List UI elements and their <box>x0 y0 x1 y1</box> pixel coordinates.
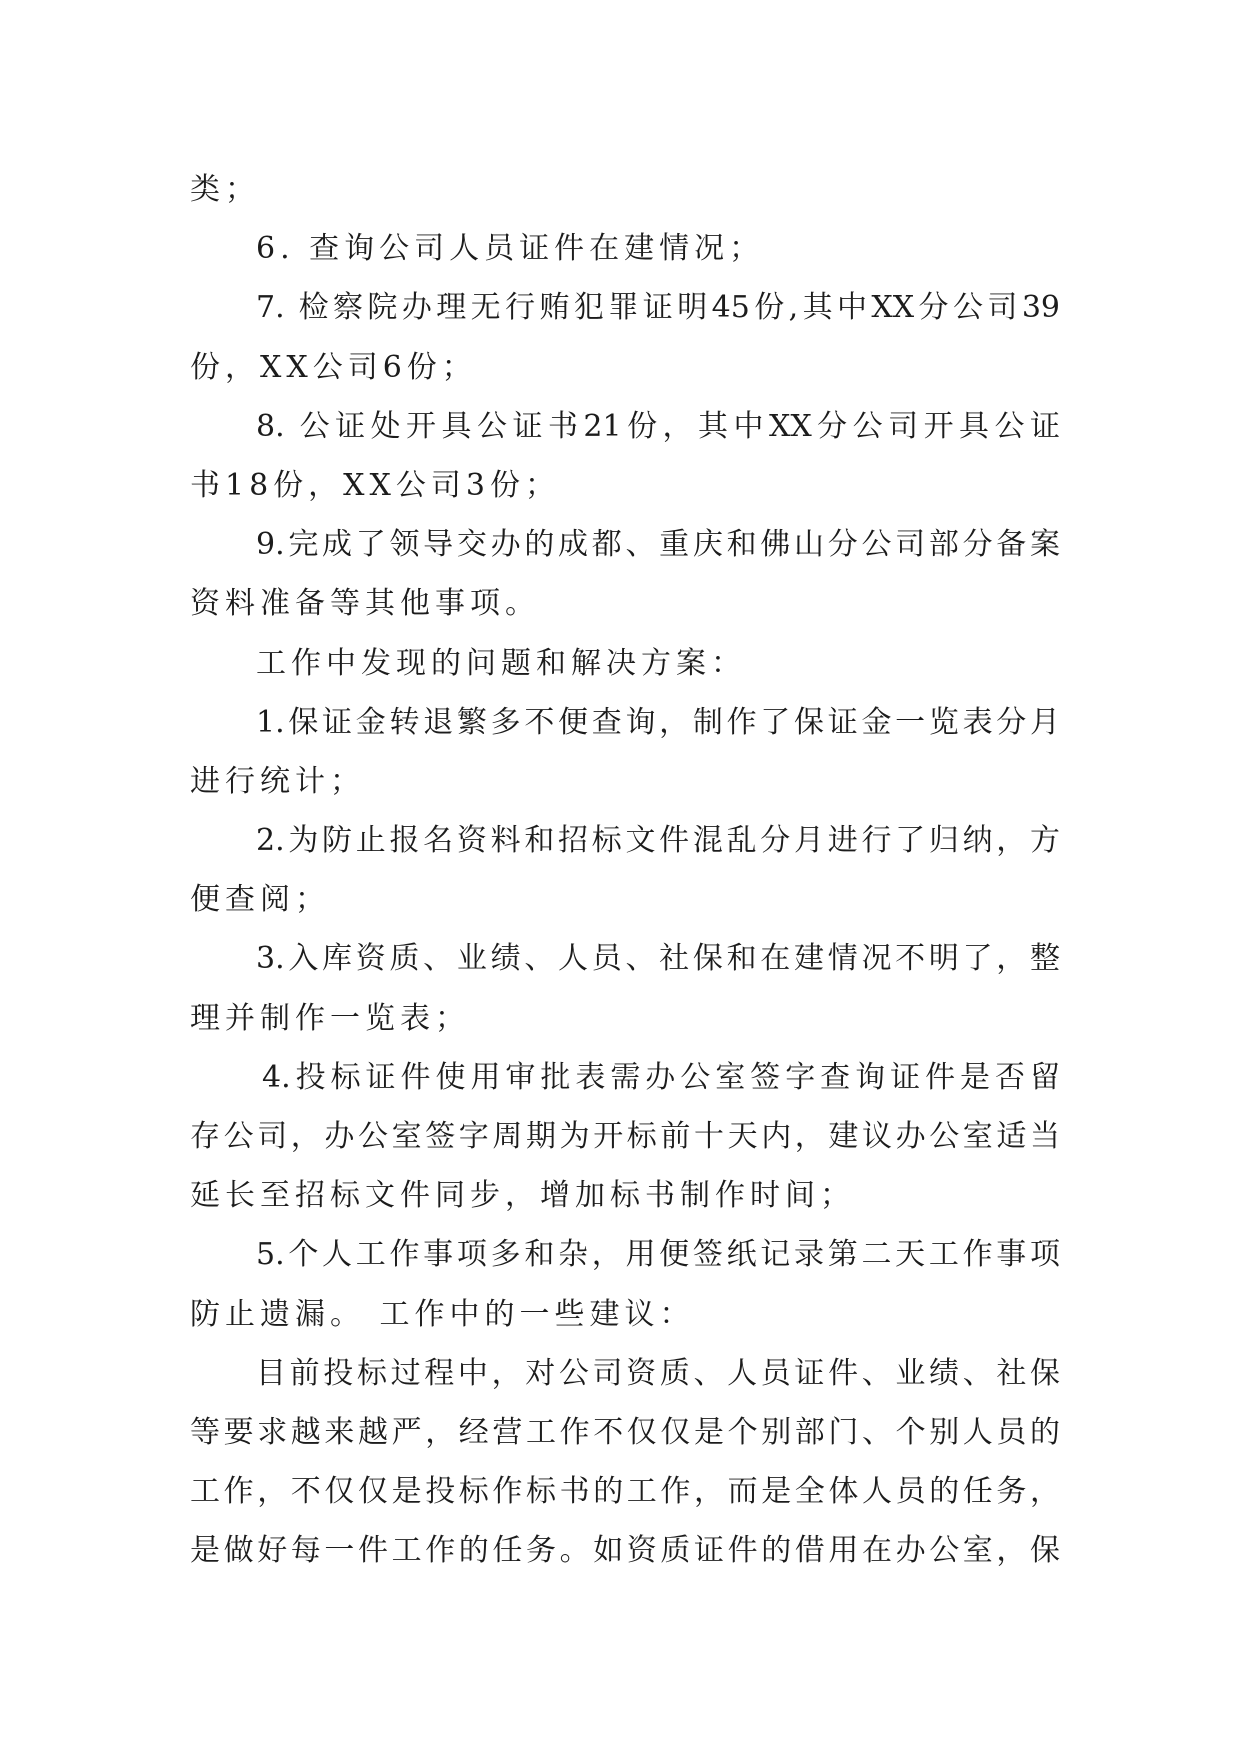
text-line: 类； <box>190 172 260 207</box>
text-line: 份，XX公司6份； <box>190 349 477 385</box>
text-line: 存公司，办公室签字周期为开标前十天内，建议办公室适当 <box>190 1119 1060 1154</box>
list-item-9: 9.完成了领导交办的成都、重庆和佛山分公司部分备案 <box>256 527 1060 563</box>
list-item-4: 4.投标证件使用审批表需办公室签字查询证件是否留 <box>262 1059 1060 1095</box>
list-item-1: 1.保证金转退繁多不便查询，制作了保证金一览表分月 <box>256 704 1060 740</box>
document-body <box>190 160 1060 1581</box>
section-heading-problems: 工作中发现的问题和解决方案： <box>256 645 746 681</box>
paragraph-suggestions: 目前投标过程中，对公司资质、人员证件、业绩、社保 <box>256 1355 1060 1391</box>
text-line: 是做好每一件工作的任务。如资质证件的借用在办公室，保 <box>190 1533 1060 1569</box>
list-item-7: 7. 检察院办理无行贿犯罪证明45份,其中XX分公司39 <box>256 290 1060 326</box>
list-item-2: 2.为防止报名资料和招标文件混乱分月进行了归纳，方 <box>256 823 1060 859</box>
text-line: 工作，不仅仅是投标作标书的工作，而是全体人员的任务， <box>190 1474 1060 1510</box>
text-line: 延长至招标文件同步，增加标书制作时间； <box>190 1178 855 1214</box>
text-line: 资料准备等其他事项。 <box>190 586 540 622</box>
list-item-3: 3.入库资质、业绩、人员、社保和在建情况不明了，整 <box>256 941 1060 977</box>
text-line: 便查阅； <box>190 882 330 918</box>
text-line: 等要求越来越严，经营工作不仅仅是个别部门、个别人员的 <box>190 1414 1060 1450</box>
text-line: 防止遗漏。 工作中的一些建议： <box>190 1296 695 1332</box>
text-line: 理并制作一览表； <box>190 1000 470 1036</box>
text-line: 书18份，XX公司3份； <box>190 467 560 503</box>
list-item-5: 5.个人工作事项多和杂，用便签纸记录第二天工作事项 <box>256 1237 1060 1273</box>
list-item-6: 6. 查询公司人员证件在建情况； <box>256 231 765 267</box>
list-item-8: 8. 公证处开具公证书21份，其中XX分公司开具公证 <box>256 408 1060 444</box>
text-line: 进行统计； <box>190 763 365 799</box>
